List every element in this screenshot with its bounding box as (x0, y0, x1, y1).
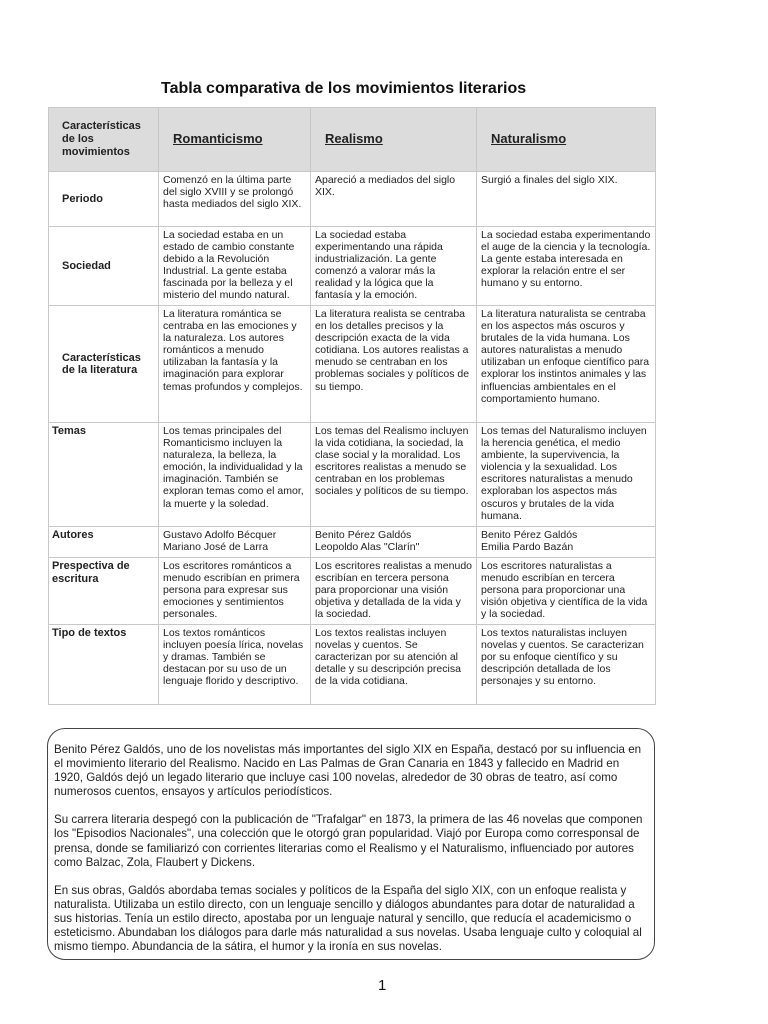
row-label: Temas (49, 423, 159, 527)
table-row (49, 558, 656, 625)
table-cell: Los escritores realistas a menudo escribían en tercera persona para proporcionar una visión objetiva y detallada de la vida y la sociedad. (311, 558, 477, 625)
row-label: Características de la literatura (49, 306, 159, 423)
table-cell: La sociedad estaba experimentando el auge de la ciencia y la tecnología. La gente estaba interesada en explorar la relación entre el ser humano y su entorno. (477, 227, 656, 306)
column-header-romanticismo: Romanticismo (159, 108, 311, 172)
bio-paragraph: Benito Pérez Galdós, uno de los novelistas más importantes del siglo XIX en España, destacó por su influencia en el movimiento literario del Realismo. Nacido en Las Palmas de Gran Canaria en 1843 y fallecido en Madrid en 1920, Galdós dejó un legado literario que incluye casi 100 novelas, alrededor de 30 obras de teatro, así como numerosos cuentos, ensayos y artículos periodísticos. (54, 743, 642, 799)
table-cell: La literatura naturalista se centraba en los aspectos más oscuros y brutales de la vida humana. Los autores naturalistas a menudo utilizaban un enfoque científico para explorar los instintos animales y las influencias ambientales en el comportamiento humano. (477, 306, 656, 423)
table-cell: Los textos naturalistas incluyen novelas y cuentos. Se caracterizan por su enfoque científico y su descripción detallada de los personajes y su entorno. (477, 625, 656, 705)
biography-box (47, 728, 655, 960)
table-cell: Los temas del Realismo incluyen la vida cotidiana, la sociedad, la clase social y la moralidad. Los escritores realistas a menudo se centraban en los problemas sociales y políticos de su tiempo. (311, 423, 477, 527)
comparison-table (48, 107, 656, 705)
row-label: Tipo de textos (49, 625, 159, 705)
table-cell: Benito Pérez Galdós Emilia Pardo Bazán (477, 527, 656, 558)
table-cell: Los temas del Naturalismo incluyen la herencia genética, el medio ambiente, la supervivencia, la violencia y la sexualidad. Los escritores naturalistas a menudo exploraban los aspectos más oscuros y brutales de la vida humana. (477, 423, 656, 527)
table-cell: La sociedad estaba en un estado de cambio constante debido a la Revolución Industrial. La gente estaba fascinada por la belleza y el misterio del mundo natural. (159, 227, 311, 306)
table-row (49, 625, 656, 705)
table-header-row (49, 108, 656, 172)
table-row (49, 423, 656, 527)
page-title: Tabla comparativa de los movimientos literarios (161, 80, 527, 97)
table-row (49, 527, 656, 558)
table-cell: La literatura realista se centraba en los detalles precisos y la descripción exacta de la vida cotidiana. Los autores realistas a menudo se centraban en los problemas sociales y políticos de su tiempo. (311, 306, 477, 423)
table-cell: Benito Pérez Galdós Leopoldo Alas "Clarín" (311, 527, 477, 558)
table-cell: Los temas principales del Romanticismo incluyen la naturaleza, la belleza, la emoción, la individualidad y la imaginación. También se exploran temas como el amor, la muerte y la soledad. (159, 423, 311, 527)
table-cell: Surgió a finales del siglo XIX. (477, 172, 656, 227)
row-label: Prespectiva de escritura (49, 558, 159, 625)
table-cell: Apareció a mediados del siglo XIX. (311, 172, 477, 227)
table-cell: La sociedad estaba experimentando una rápida industrialización. La gente comenzó a valorar más la realidad y la lógica que la fantasía y la emoción. (311, 227, 477, 306)
page-number: 1 (378, 977, 387, 994)
row-label: Autores (49, 527, 159, 558)
table-cell: La literatura romántica se centraba en las emociones y la naturaleza. Los autores románticos a menudo utilizaban la fantasía y la imaginación para explorar temas profundos y complejos. (159, 306, 311, 423)
row-label: Sociedad (49, 227, 159, 306)
column-header-realismo: Realismo (311, 108, 477, 172)
table-cell: Los textos realistas incluyen novelas y cuentos. Se caracterizan por su atención al detalle y su descripción precisa de la vida cotidiana. (311, 625, 477, 705)
table-cell: Comenzó en la última parte del siglo XVIII y se prolongó hasta mediados del siglo XIX. (159, 172, 311, 227)
table-row (49, 306, 656, 423)
table-cell: Los escritores románticos a menudo escribían en primera persona para expresar sus emociones y sentimientos personales. (159, 558, 311, 625)
bio-paragraph: En sus obras, Galdós abordaba temas sociales y políticos de la España del siglo XIX, con un enfoque realista y naturalista. Utilizaba un estilo directo, con un lenguaje sencillo y diálogos abundantes para dotar de naturalidad a sus historias. Tenía un estilo directo, apostaba por un lenguaje natural y sencillo, que reducía el academicismo o esteticismo. Abundaban los diálogos para darle más naturalidad a sus novelas. Usaba lenguaje culto y coloquial al mismo tiempo. Abundancia de la sátira, el humor y la ironía en sus novelas. (54, 883, 642, 954)
row-label: Periodo (49, 172, 159, 227)
header-corner: Características de los movimientos (49, 108, 159, 172)
column-header-naturalismo: Naturalismo (477, 108, 656, 172)
bio-paragraph: Su carrera literaria despegó con la publicación de "Trafalgar" en 1873, la primera de las 46 novelas que componen los "Episodios Nacionales", una colección que le otorgó gran popularidad. Viajó por Europa como corresponsal de prensa, donde se familiarizó con corrientes literarias como el Realismo y el Naturalismo, influenciado por autores como Balzac, Zola, Flaubert y Dickens. (54, 813, 643, 869)
table-row (49, 227, 656, 306)
table-cell: Los textos románticos incluyen poesía lírica, novelas y dramas. También se destacan por su uso de un lenguaje florido y descriptivo. (159, 625, 311, 705)
table-cell: Gustavo Adolfo Bécquer Mariano José de Larra (159, 527, 311, 558)
table-cell: Los escritores naturalistas a menudo escribían en tercera persona para proporcionar una visión objetiva y científica de la vida y la sociedad. (477, 558, 656, 625)
table-row (49, 172, 656, 227)
